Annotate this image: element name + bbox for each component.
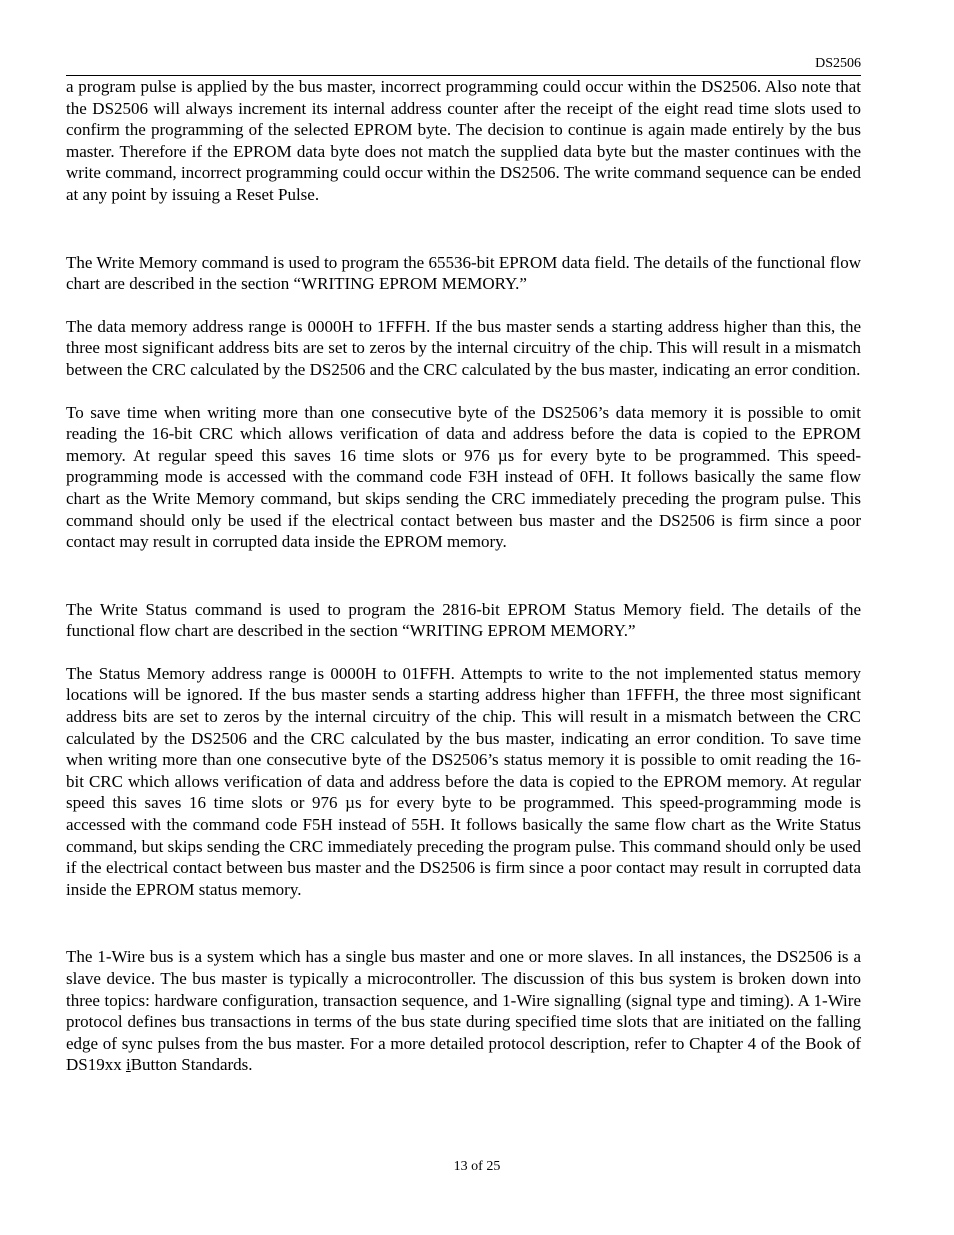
paragraph-write-command-end: a program pulse is applied by the bus master, incorrect programming could occur within the DS2506. Also note that the DS2506 will always increment its internal address counter after the receipt of the eight read time slots used to confirm the programming of the selected EPROM byte. The decision to continue is again made entirely by the bus master. Therefore if the EPROM data byte does not match the supplied data byte but the master continues with the write command, incorrect programming could occur within the DS2506. The write command sequence can be ended at any point by issuing a Reset Pulse. [66, 77, 861, 204]
paragraph-write-memory-intro: The Write Memory command is used to program the 65536-bit EPROM data field. The details of the functional flow chart are described in the section “WRITING EPROM MEMORY.” [66, 252, 861, 294]
paragraph-write-status-intro: The Write Status command is used to program the 2816-bit EPROM Status Memory field. The details of the functional flow chart are described in the section “WRITING EPROM MEMORY.” [66, 599, 861, 641]
ibutton-underlined-i: i [125, 1055, 131, 1075]
section-gap [66, 900, 861, 946]
paragraph-data-address-range: The data memory address range is 0000H to 1FFFH. If the bus master sends a starting address higher than this, the three most significant address bits are set to zeros by the internal circuitry of the chip. This will result in a mismatch between the CRC calculated by the DS2506 and the CRC calculated by the bus master, indicating an error condition. [66, 316, 861, 379]
paragraph-1-wire-bus-text: The 1-Wire bus is a system which has a single bus master and one or more slaves. In all instances, the DS2506 is a slave device. The bus master is typically a microcontroller. The discussion of this bus system is broken down into three topics: hardware configuration, transaction sequence, and 1-Wire signalling (signal type and timing). A 1-Wire protocol defines bus transactions in terms of the bus state during specified time slots that are initiated on the falling edge of sync pulses from the bus master. For a more detailed protocol description, refer to Chapter 4 of the Book of DS19xx [66, 947, 861, 1075]
page-number: 13 of 25 [453, 1159, 501, 1174]
paragraph-speed-programming-data: To save time when writing more than one consecutive byte of the DS2506’s data memory it is possible to omit reading the 16-bit CRC which allows verification of data and address before the data is copied to the EPROM memory. At regular speed this saves 16 time slots or 976 µs for every byte to be programmed. This speed-programming mode is accessed with the command code F3H instead of 0FH. It follows basically the same flow chart as the Write Memory command, but skips sending the CRC immediately preceding the program pulse. This command should only be used if the electrical contact between bus master and the DS2506 is firm since a poor contact may result in corrupted data inside the EPROM memory. [66, 402, 861, 552]
paragraph-gap [66, 642, 861, 663]
paragraph-1-wire-bus [66, 946, 861, 1076]
paragraph-gap [66, 295, 861, 316]
ibutton-standards-text: Button Standards. [130, 1055, 253, 1075]
paragraph-status-address-range: The Status Memory address range is 0000H to 01FFH. Attempts to write to the not implemented status memory locations will be ignored. If the bus master sends a starting address higher than 1FFFH, the three most significant address bits are set to zeros by the internal circuitry of the chip. This will result in a mismatch between the CRC calculated by the DS2506 and the CRC calculated by the bus master, indicating an error condition. To save time when writing more than one consecutive byte of the DS2506’s status memory it is possible to omit reading the 16-bit CRC which allows verification of data and address before the data is copied to the EPROM memory. At regular speed this saves 16 time slots or 976 µs for every byte to be programmed. This speed-programming mode is accessed with the command code F5H instead of 55H. It follows basically the same flow chart as the Write Status command, but skips sending the CRC immediately preceding the program pulse. This command should only be used if the electrical contact between bus master and the DS2506 is firm since a poor contact may result in corrupted data inside the EPROM status memory. [66, 663, 861, 899]
section-gap [66, 206, 861, 252]
paragraph-gap [66, 381, 861, 402]
body-text [66, 76, 861, 1076]
section-gap [66, 553, 861, 599]
header-doc-id: DS2506 [815, 56, 861, 71]
